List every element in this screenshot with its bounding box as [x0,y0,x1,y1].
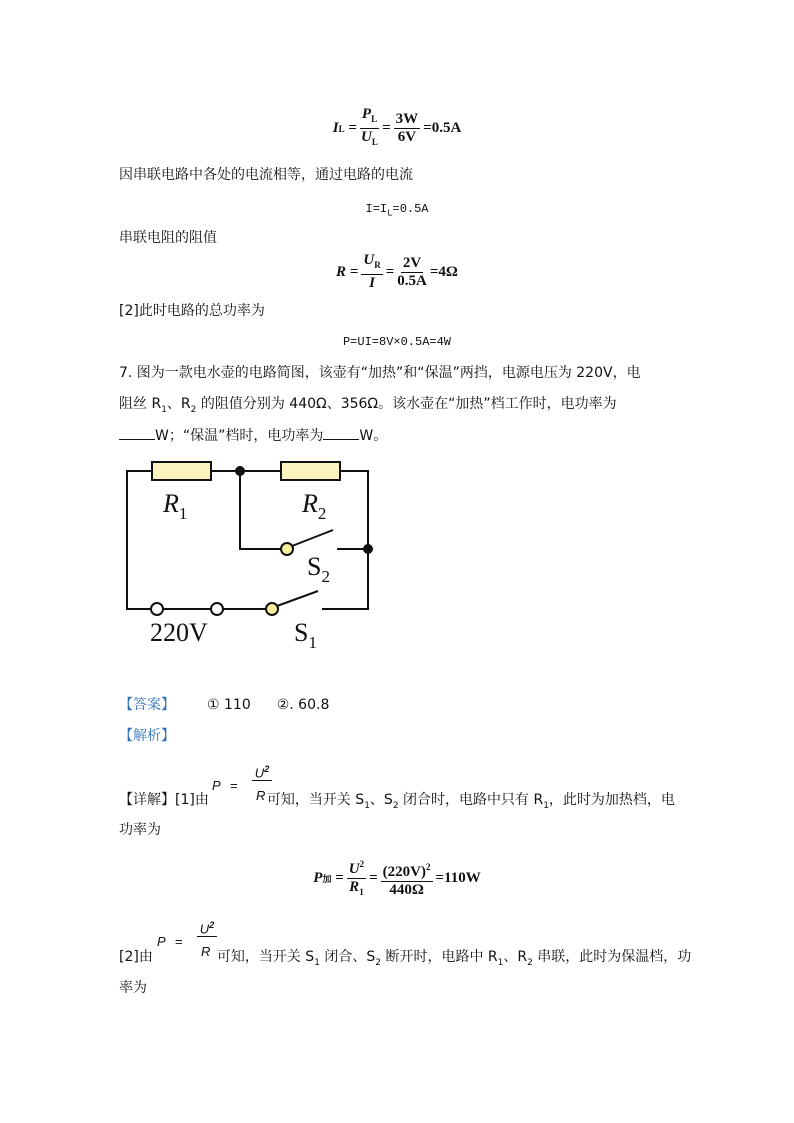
question-line: 阻丝 $R_1$、$R_2$ 的阻值分别为 440Ω、356Ω。该水壶在“加热”档工作时，电功率为 [119,396,617,415]
detail-line: [2]由 可知，当开关 $S_1$ 闭合、$S_2$ 断开时，电路中 $R_1$、$R_2$ 串联，此时为保温档，功 [119,949,692,968]
switch-s2-blade [292,530,333,546]
question-line: W；“保温”档时，电功率为 W。 [119,426,387,445]
terminal-left [151,603,163,615]
answer-line: 【答案】 ① 110 ②. 60.8 [119,697,330,713]
switch-s1-pivot [266,603,278,615]
label-r1: $R_1$ [163,489,188,523]
terminal-right [211,603,223,615]
label-s2: $S_2$ [307,552,330,586]
switch-s2-pivot [281,543,293,555]
question-line: 7. 图为一款电水壶的电路简图，该壶有“加热”和“保温”两挡，电源电压为 220V，电 [119,365,641,381]
junction-dot [235,466,245,476]
formula-resistance: R = $\frac{U_R}{I}$ = $\frac{2V}{0.5A}$ =4Ω [336,252,458,291]
text-line: 串联电阻的阻值 [119,230,217,246]
resistor-r2 [281,462,340,480]
text-line: [2]此时电路的总功率为 [119,303,265,319]
junction-dot [363,544,373,554]
label-s1: $S_1$ [294,618,317,652]
formula-current: $I=I_L=0.5A$ [365,202,429,219]
detail-line: 率为 [119,980,147,996]
document-page: I L = $\frac{P_L}{U_L}$ = $\frac{3W}{6V}$ =0.5A 因串联电路中各处的电流相等，通过电路的电流 $I=I_L=0.5A$ 串联电阻的阻值 R = $\frac{U_R}{I}$ = $\frac{2V}{0.5A}$ =4Ω [2]此时电路的总功率为 P=UI=8V×0.5A=4W 7. 图为一款电水壶的电路简图，该壶有“加热”和“保温”两挡，电源电压为 220V，电 阻丝 $R_1$、$R_2$ 的阻值分别为 440Ω、356Ω。该水壶在“加热”档工作时，电功率为 W；“保温”档时，电功率为 W。 $R_1$ $R_2$ $S_2$ 220V $S_1$ 【答案】 ① 110 ②. 60.8 【解析】 P = $U^2$ R 【详解】[1]由 可知，当开关 $S_1$、$S_2$ 闭合时，电路中只有 $R_1$，此时为加热档，电 功率为 P 加 = $\frac{U^2}{R_1}$ = $\frac{(220V)^2}{440\Omega}$ =110W P = $U^2$ R [2]由 可知，当开关 $S_1$ 闭合、$S_2$ 断开时，电路中 $R_1$、$R_2$ 串联，此时为保温档，功 率为 [0,0,794,1123]
detail-line: 功率为 [119,822,161,838]
resistor-r1 [152,462,211,480]
label-r2: $R_2$ [302,489,327,523]
text-line: 因串联电路中各处的电流相等，通过电路的电流 [119,167,413,183]
switch-s1-blade [277,591,318,606]
detail-line: 【详解】[1]由 可知，当开关 $S_1$、$S_2$ 闭合时，电路中只有 $R_1$，此时为加热档，电 [119,792,675,811]
formula-current-lamp: I L = $\frac{P_L}{U_L}$ = $\frac{3W}{6V}$ =0.5A [332,106,462,147]
formula-heating-power: P 加 = $\frac{U^2}{R_1}$ = $\frac{(220V)^2}{440\Omega}$ =110W [0,856,794,901]
analysis-label: 【解析】 [119,728,175,744]
label-source: 220V [150,618,208,647]
formula-power: P=UI=8V×0.5A=4W [342,335,452,349]
